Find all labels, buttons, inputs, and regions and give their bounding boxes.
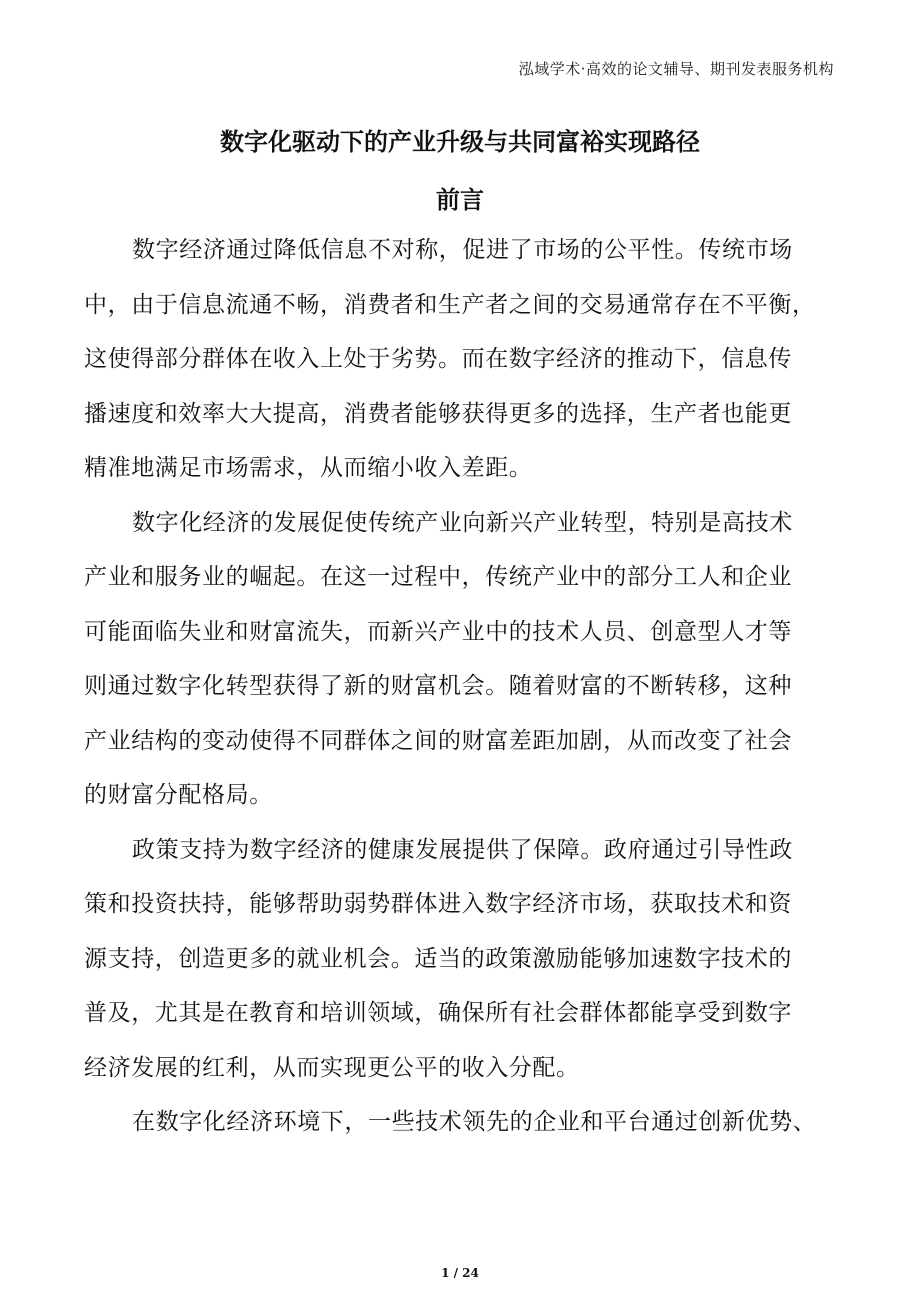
- document-body: [84, 233, 844, 1160]
- paragraph-line: 中，由于信息流通不畅，消费者和生产者之间的交易通常存在不平衡，: [84, 291, 816, 318]
- paragraph-line: 策和投资扶持，能够帮助弱势群体进入数字经济市场，获取技术和资: [84, 891, 792, 917]
- paragraph-line: 这使得部分群体在收入上处于劣势。而在数字经济的推动下，信息传: [84, 346, 792, 372]
- page-number: 1 / 24: [441, 1266, 479, 1280]
- paragraph-line: 的财富分配格局。: [84, 782, 273, 808]
- paragraph-line: 普及，尤其是在教育和培训领域，确保所有社会群体都能享受到数字: [84, 1000, 792, 1026]
- paragraph-line: 播速度和效率大大提高，消费者能够获得更多的选择，生产者也能更: [84, 400, 792, 427]
- paragraph-line: 则通过数字化转型获得了新的财富机会。随着财富的不断转移，这种: [84, 673, 792, 699]
- header-brand: 泓域学术·高效的论文辅导、期刊发表服务机构: [518, 60, 834, 78]
- paragraph-line: 政策支持为数字经济的健康发展提供了保障。政府通过引导性政: [132, 836, 793, 863]
- paragraph-1: [84, 233, 844, 506]
- paragraph-line: 在数字化经济环境下，一些技术领先的企业和平台通过创新优势、: [132, 1109, 817, 1135]
- paragraph-line: 产业结构的变动使得不同群体之间的财富差距加剧，从而改变了社会: [84, 727, 792, 754]
- paragraph-line: 可能面临失业和财富流失，而新兴产业中的技术人员、创意型人才等: [84, 618, 792, 645]
- paragraph-2: [84, 506, 844, 833]
- paragraph-line: 数字经济通过降低信息不对称，促进了市场的公平性。传统市场: [132, 237, 793, 263]
- document-title: 数字化驱动下的产业升级与共同富裕实现路径: [220, 128, 700, 156]
- paragraph-line: 精准地满足市场需求，从而缩小收入差距。: [84, 455, 533, 481]
- paragraph-3: [84, 833, 844, 1106]
- paragraph-line: 产业和服务业的崛起。在这一过程中，传统产业中的部分工人和企业: [84, 564, 792, 590]
- section-heading-preface: 前言: [436, 186, 484, 214]
- paragraph-4: [84, 1105, 844, 1160]
- paragraph-line: 数字化经济的发展促使传统产业向新兴产业转型，特别是高技术: [132, 509, 793, 536]
- paragraph-line: 经济发展的红利，从而实现更公平的收入分配。: [84, 1054, 580, 1081]
- paragraph-line: 源支持，创造更多的就业机会。适当的政策激励能够加速数字技术的: [84, 945, 792, 972]
